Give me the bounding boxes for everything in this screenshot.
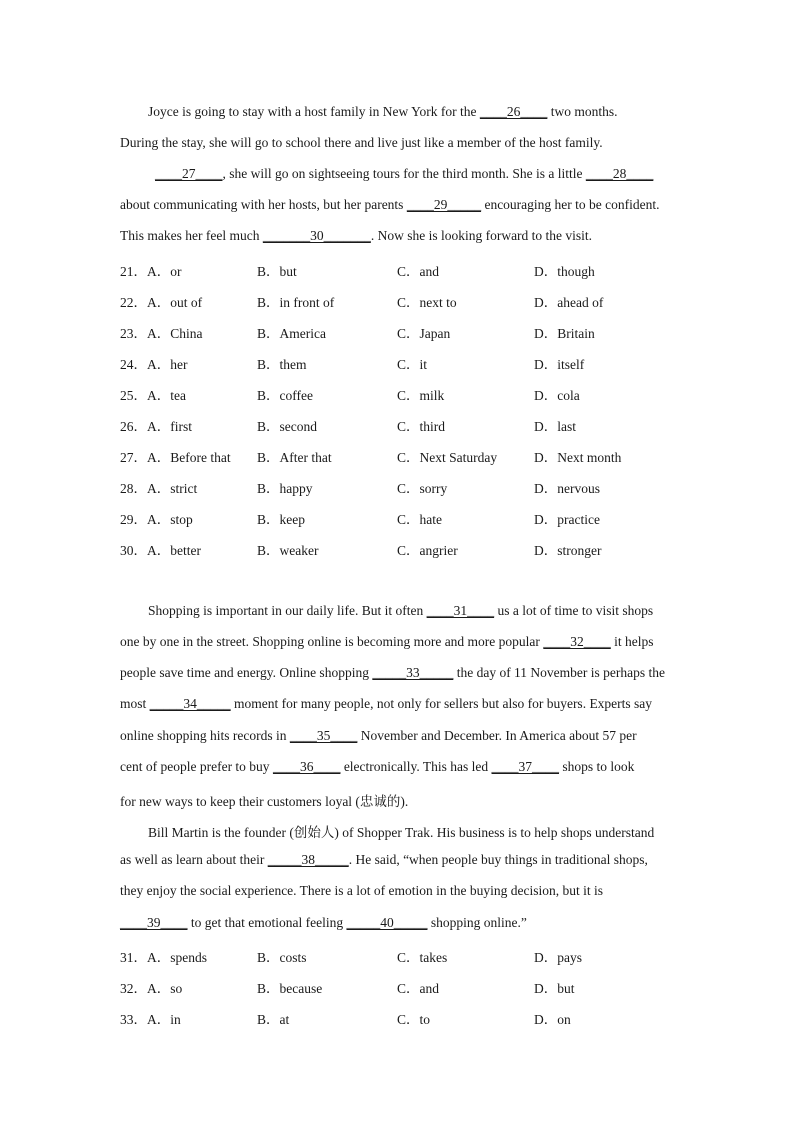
passage-text: , she will go on sightseeing tours for the third month. She is a little	[222, 166, 586, 181]
passage-text: Joyce is going to stay with a host family in New York for the	[148, 104, 480, 119]
option-a[interactable]: 24．A．her	[120, 357, 188, 372]
option-d[interactable]: D．Next month	[534, 450, 622, 465]
passage-line	[120, 915, 527, 931]
answer-blank[interactable]: ____37____	[491, 759, 560, 774]
option-a[interactable]: 28．A．strict	[120, 481, 198, 496]
passage-text: November and December. In America about 57 per	[357, 728, 637, 743]
option-d[interactable]: D．ahead of	[534, 295, 604, 310]
option-b[interactable]: B．because	[257, 981, 323, 996]
option-a[interactable]: 26．A．first	[120, 419, 192, 434]
passage-line	[120, 728, 637, 744]
passage-line	[120, 790, 408, 810]
option-b[interactable]: B．at	[257, 1012, 290, 1027]
option-b[interactable]: B．happy	[257, 481, 313, 496]
option-b[interactable]: B．weaker	[257, 543, 319, 558]
option-b[interactable]: B．keep	[257, 512, 305, 527]
passage-text: they enjoy the social experience. There is a lot of emotion in the buying decision, but it is	[120, 883, 604, 898]
option-c[interactable]: C．and	[397, 264, 439, 279]
option-d[interactable]: D．but	[534, 981, 575, 996]
option-c[interactable]: C．Japan	[397, 326, 451, 341]
option-d[interactable]: D．cola	[534, 388, 580, 403]
option-d[interactable]: D．pays	[534, 950, 582, 965]
answer-blank[interactable]: ____31____	[426, 603, 495, 618]
option-b[interactable]: B．costs	[257, 950, 307, 965]
option-a[interactable]: 21．A．or	[120, 264, 182, 279]
option-a[interactable]: 22．A．out of	[120, 295, 203, 310]
option-b[interactable]: B．second	[257, 419, 317, 434]
option-a[interactable]: 33．A．in	[120, 1012, 181, 1027]
passage-line	[120, 135, 603, 151]
option-b[interactable]: B．America	[257, 326, 326, 341]
passage-text: two months.	[547, 104, 618, 119]
passage-text: This makes her feel much	[120, 228, 263, 243]
option-c[interactable]: C．and	[397, 981, 439, 996]
passage-text: shops to look	[559, 759, 635, 774]
option-b[interactable]: B．coffee	[257, 388, 313, 403]
option-b[interactable]: B．After that	[257, 450, 332, 465]
answer-blank[interactable]: _____38_____	[267, 852, 349, 867]
passage-text: as well as learn about their	[120, 852, 268, 867]
passage-text: it helps	[610, 634, 654, 649]
option-c[interactable]: C．milk	[397, 388, 445, 403]
answer-blank[interactable]: ____32____	[543, 634, 611, 649]
passage-text: online shopping hits records in	[120, 728, 290, 743]
passage-line	[120, 634, 654, 650]
passage-text: most	[120, 696, 150, 711]
option-a[interactable]: 31．A．spends	[120, 950, 207, 965]
answer-blank[interactable]: ____27____	[155, 166, 223, 181]
option-c[interactable]: C．to	[397, 1012, 431, 1027]
answer-blank[interactable]: ____28____	[585, 166, 654, 181]
passage-line	[148, 104, 618, 120]
passage-line	[155, 166, 653, 182]
passage-text: cent of people prefer to buy	[120, 759, 273, 774]
passage-text: Bill Martin is the founder (创始人) of Shopper Trak. His business is to help shops understand	[148, 825, 655, 840]
passage-line	[120, 665, 665, 681]
passage-text: During the stay, she will go to school there and live just like a member of the host family.	[120, 135, 603, 150]
answer-blank[interactable]: ____39____	[120, 915, 188, 930]
passage-line	[148, 603, 653, 619]
option-c[interactable]: C．third	[397, 419, 446, 434]
option-c[interactable]: C．it	[397, 357, 428, 372]
option-d[interactable]: D．Britain	[534, 326, 595, 341]
passage-line	[120, 197, 660, 213]
passage-text: the day of 11 November is perhaps the	[453, 665, 666, 680]
option-b[interactable]: B．but	[257, 264, 297, 279]
option-c[interactable]: C．takes	[397, 950, 448, 965]
passage-line	[120, 883, 603, 899]
passage-text: Shopping is important in our daily life. But it often	[148, 603, 427, 618]
option-d[interactable]: D．though	[534, 264, 595, 279]
option-c[interactable]: C．hate	[397, 512, 442, 527]
option-d[interactable]: D．stronger	[534, 543, 602, 558]
option-a[interactable]: 23．A．China	[120, 326, 203, 341]
option-c[interactable]: C．next to	[397, 295, 457, 310]
answer-blank[interactable]: _____40_____	[346, 915, 428, 930]
passage-text: about communicating with her hosts, but her parents	[120, 197, 407, 212]
option-d[interactable]: D．practice	[534, 512, 600, 527]
answer-blank[interactable]: ____26____	[479, 104, 548, 119]
option-a[interactable]: 32．A．so	[120, 981, 183, 996]
passage-text: people save time and energy. Online shopping	[120, 665, 373, 680]
passage-text: for new ways to keep their customers loyal (忠诚的).	[120, 794, 409, 809]
passage-line	[120, 696, 652, 712]
option-b[interactable]: B．them	[257, 357, 307, 372]
option-a[interactable]: 27．A．Before that	[120, 450, 231, 465]
passage-text: encouraging her to be confident.	[481, 197, 660, 212]
option-a[interactable]: 25．A．tea	[120, 388, 186, 403]
passage-text: . Now she is looking forward to the visit.	[370, 228, 593, 243]
answer-blank[interactable]: ____35____	[289, 728, 358, 743]
answer-blank[interactable]: ____29_____	[406, 197, 482, 212]
passage-text: shopping online.”	[427, 915, 527, 930]
option-a[interactable]: 30．A．better	[120, 543, 201, 558]
option-c[interactable]: C．sorry	[397, 481, 448, 496]
option-d[interactable]: D．itself	[534, 357, 585, 372]
passage-line	[120, 759, 634, 775]
passage-text: electronically. This has led	[340, 759, 492, 774]
passage-line	[120, 852, 648, 868]
answer-blank[interactable]: _____34_____	[149, 696, 231, 711]
answer-blank[interactable]: ____36____	[272, 759, 341, 774]
option-d[interactable]: D．nervous	[534, 481, 600, 496]
option-c[interactable]: C．Next Saturday	[397, 450, 498, 465]
answer-blank[interactable]: _____33_____	[372, 665, 454, 680]
passage-text: one by one in the street. Shopping online is becoming more and more popular	[120, 634, 544, 649]
passage-line	[148, 821, 654, 841]
option-d[interactable]: D．on	[534, 1012, 571, 1027]
option-c[interactable]: C．angrier	[397, 543, 458, 558]
passage-line	[120, 228, 592, 244]
passage-text: us a lot of time to visit shops	[494, 603, 654, 618]
option-b[interactable]: B．in front of	[257, 295, 335, 310]
passage-text: . He said, “when people buy things in traditional shops,	[348, 852, 648, 867]
option-a[interactable]: 29．A．stop	[120, 512, 193, 527]
passage-text: to get that emotional feeling	[187, 915, 347, 930]
passage-text: moment for many people, not only for sellers but also for buyers. Experts say	[230, 696, 653, 711]
answer-blank[interactable]: _______30_______	[262, 228, 371, 243]
option-d[interactable]: D．last	[534, 419, 576, 434]
